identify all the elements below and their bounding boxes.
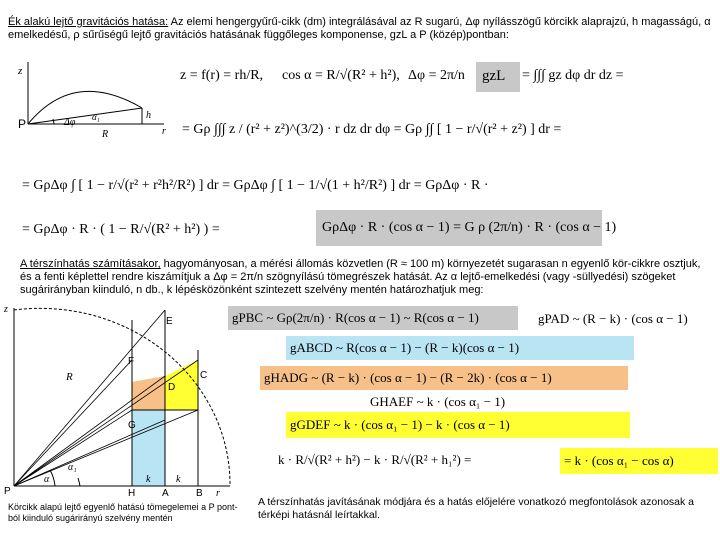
paragraph-text: hagyományosan, a mérési állomás közvetlen (R ≈ 100 m) környezetét sugarasan n egyenlő kör-cikkre osztjuk, és a fenti képlettel rendre kiszámítjuk a Δφ = 2π/n szögnyílású tömegrészek hatását. Az α lejtő-emelkedési (vagy -süllyedési) szögeket sugárirányban kiinduló, n db., k lépésközönként szintezett szelvény mentén határozhatjuk meg: [20, 258, 701, 296]
axis-z: z [18, 65, 23, 77]
profile-alpha: α [44, 474, 50, 485]
formula-row1-b: cos α = R/√(R² + h²), [282, 68, 400, 83]
result-formula [316, 210, 617, 236]
paragraph-terrain [20, 258, 710, 297]
final-box [560, 448, 718, 474]
profile-alpha1: α₁ [68, 462, 77, 473]
point-A: A [162, 488, 169, 498]
gzl-label: gzL [482, 68, 506, 84]
abcd-box [286, 336, 634, 360]
point-p: P [18, 117, 27, 131]
formula-row3: = GρΔφ ∫ [ 1 − r/√(r² + r²h²/R²) ] dr = GρΔφ ∫ [ 1 − 1/√(1 + h²/R²) ] dr = GρΔφ · R · [22, 178, 489, 193]
formula-row1-a: z = f(r) = rh/R, [180, 68, 264, 83]
note-text: A térszínhatás javításának módjára és a hatás előjelére vonatkozó megfontolások azonosak a térképi hatásnál leírtakkal. [258, 496, 695, 521]
gdef-formula: gGDEF ~ k · (cos α₁ − 1) − k · (cos α − 1) [290, 417, 510, 432]
abcd-formula: gABCD ~ R(cos α − 1) − (R − k)(cos α − 1) [290, 340, 520, 355]
formula-row4-left: = GρΔφ · R · ( 1 − R/√(R² + h²) ) = [22, 222, 220, 237]
label-r: r [162, 126, 166, 137]
gdef-box [286, 412, 630, 438]
profile-caption: Körcikk alapú lejtő egyenlő hatású tömegelemei a P pont-ból kiinduló sugárirányú szelvény mentén [8, 502, 238, 523]
region-adg [132, 376, 165, 410]
label-dphi: Δφ [64, 117, 76, 128]
profile-r: r [216, 488, 220, 498]
label-k2: k [176, 474, 181, 485]
title-text: Az elemi hengergyűrű-cikk (dm) integrálásával az R sugarú, Δφ nyílásszögű körcikk alaprajzú, h magasságú, α emelkedésű, ρ sűrűségű lejtő gravitációs hatásának függőleges komponense, gzL a P (közép)pontban: [8, 16, 711, 41]
point-D: D [168, 382, 176, 393]
point-F: F [128, 356, 135, 367]
point-B: B [196, 488, 203, 498]
point-E: E [166, 316, 173, 327]
profile-point-p: P [4, 486, 11, 497]
paragraph-underlined: A térszínhatás számításakor, [20, 258, 161, 270]
page-title [8, 16, 713, 42]
profile-axis-z: z [4, 304, 8, 315]
formula-row2: = Gρ ∫∫∫ z / (r² + z²)^(3/2) · r dz dr dφ = Gρ ∫∫ [ 1 − r/√(r² + z²) ] dr = [182, 122, 562, 137]
profile-R: R [66, 371, 73, 383]
point-G: G [128, 420, 136, 431]
title-underlined: Ék alakú lejtő gravitációs hatása: [8, 16, 169, 28]
gzl-box [476, 62, 520, 92]
wedge-diagram [14, 58, 179, 143]
hadg-box [260, 366, 628, 390]
result-box [316, 210, 617, 246]
haef-formula: GHAEF ~ k · (cos α₁ − 1) [370, 394, 506, 409]
profile-diagram [0, 300, 250, 498]
label-R: R [102, 129, 109, 140]
hadg-formula: gHADG ~ (R − k) · (cos α − 1) − (R − 2k) · (cos α − 1) [264, 370, 552, 385]
result-part2: = G ρ (2π/n) · R · (cos α − 1) [453, 220, 617, 235]
final-left: k · R/√(R² + h²) − k · R/√(R² + h₁²) = [278, 452, 472, 467]
formula-row1-int: = ∫∫∫ gz dφ dr dz = [522, 68, 624, 83]
label-a1: α₁ [92, 112, 100, 122]
result-part1: GρΔφ · R · (cos α − 1) [322, 220, 450, 235]
point-C: C [200, 370, 208, 381]
final-formula: = k · (cos α₁ − cos α) [564, 453, 674, 468]
label-k1: k [146, 474, 151, 485]
pbc-box [228, 306, 518, 330]
formula-row1-c: Δφ = 2π/n [408, 68, 465, 83]
pad-formula: gPAD ~ (R − k) · (cos α − 1) [538, 311, 688, 326]
point-H: H [128, 488, 136, 498]
label-h: h [146, 110, 151, 121]
pbc-formula: gPBC ~ Gρ(2π/n) · R(cos α − 1) ~ R(cos α − 1) [232, 310, 479, 325]
